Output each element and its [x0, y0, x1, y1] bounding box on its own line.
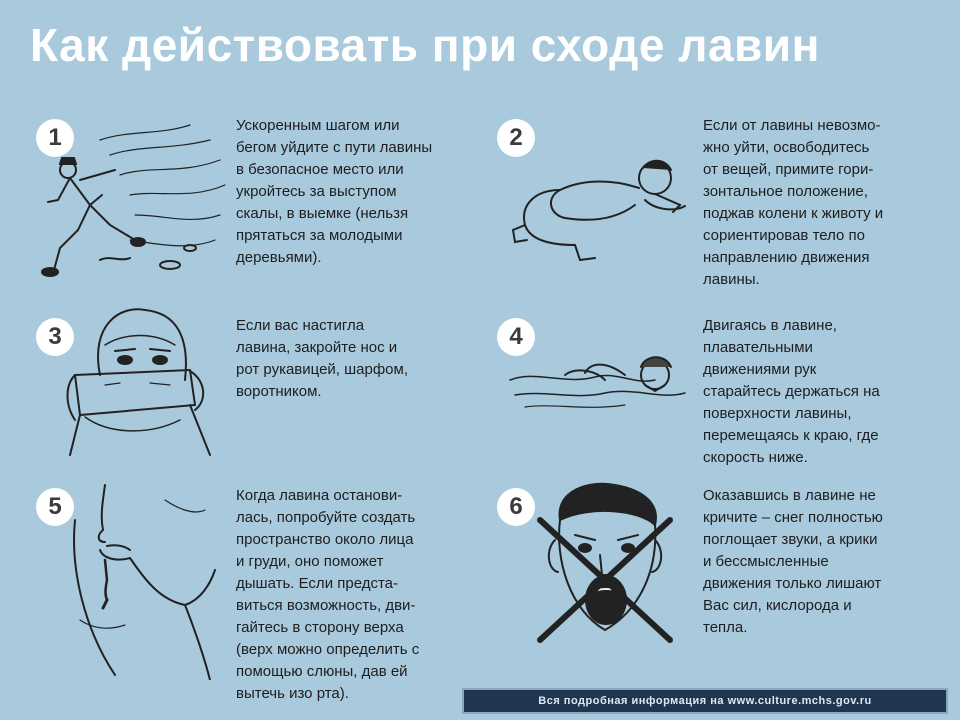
page-title: Как действовать при сходе лавин: [30, 19, 820, 71]
step-5-number: 5: [36, 488, 74, 526]
running-man-avalanche-icon: [40, 120, 230, 285]
woman-covering-face-icon: [60, 305, 220, 465]
step-6-text: Оказавшись в лавине не кричите – снег полностью поглощает звуки, а крики и бессмысленные движения только лишают Вас сил, кислорода и тепла.: [703, 487, 883, 636]
step-3-text: Если вас настигла лавина, закройте нос и рот рукавицей, шарфом, воротником.: [236, 317, 409, 400]
step-4-number: 4: [497, 318, 535, 356]
step-6-number: 6: [497, 488, 535, 526]
step-5-text: Когда лавина останови- лась, попробуйте создать пространство около лица и груди, оно поможет дышать. Если предста- виться возможность, дви- гайтесь в сторону верха (верх можно определить с помощью слюны, дав ей вытечь изо рта).: [236, 487, 420, 702]
step-2-text: Если от лавины невозмо- жно уйти, освободитесь от вещей, примите гори- зонтальное положение, поджав колени к животу и сориентировав тело по направлению движения лавины.: [703, 117, 884, 288]
step-1-number: 1: [36, 119, 74, 157]
screaming-face-crossed-icon: [530, 480, 680, 650]
step-3-number: 3: [36, 318, 74, 356]
step-1-text: Ускоренным шагом или бегом уйдите с пути лавины в безопасное место или укройтесь за выступом скалы, в выемке (нельзя прятаться за молодыми деревьями).: [236, 117, 433, 266]
step-4-text: Двигаясь в лавине, плавательными движениями рук старайтесь держаться на поверхности лавины, перемещаясь к краю, где скорость ниже.: [703, 317, 880, 466]
swimming-person-icon: [505, 345, 690, 420]
footer-info-bar: Вся подробная информация на www.culture.mchs.gov.ru: [462, 688, 948, 714]
curled-up-person-icon: [505, 150, 690, 265]
step-2-number: 2: [497, 119, 535, 157]
face-drooling-icon: [45, 480, 220, 680]
